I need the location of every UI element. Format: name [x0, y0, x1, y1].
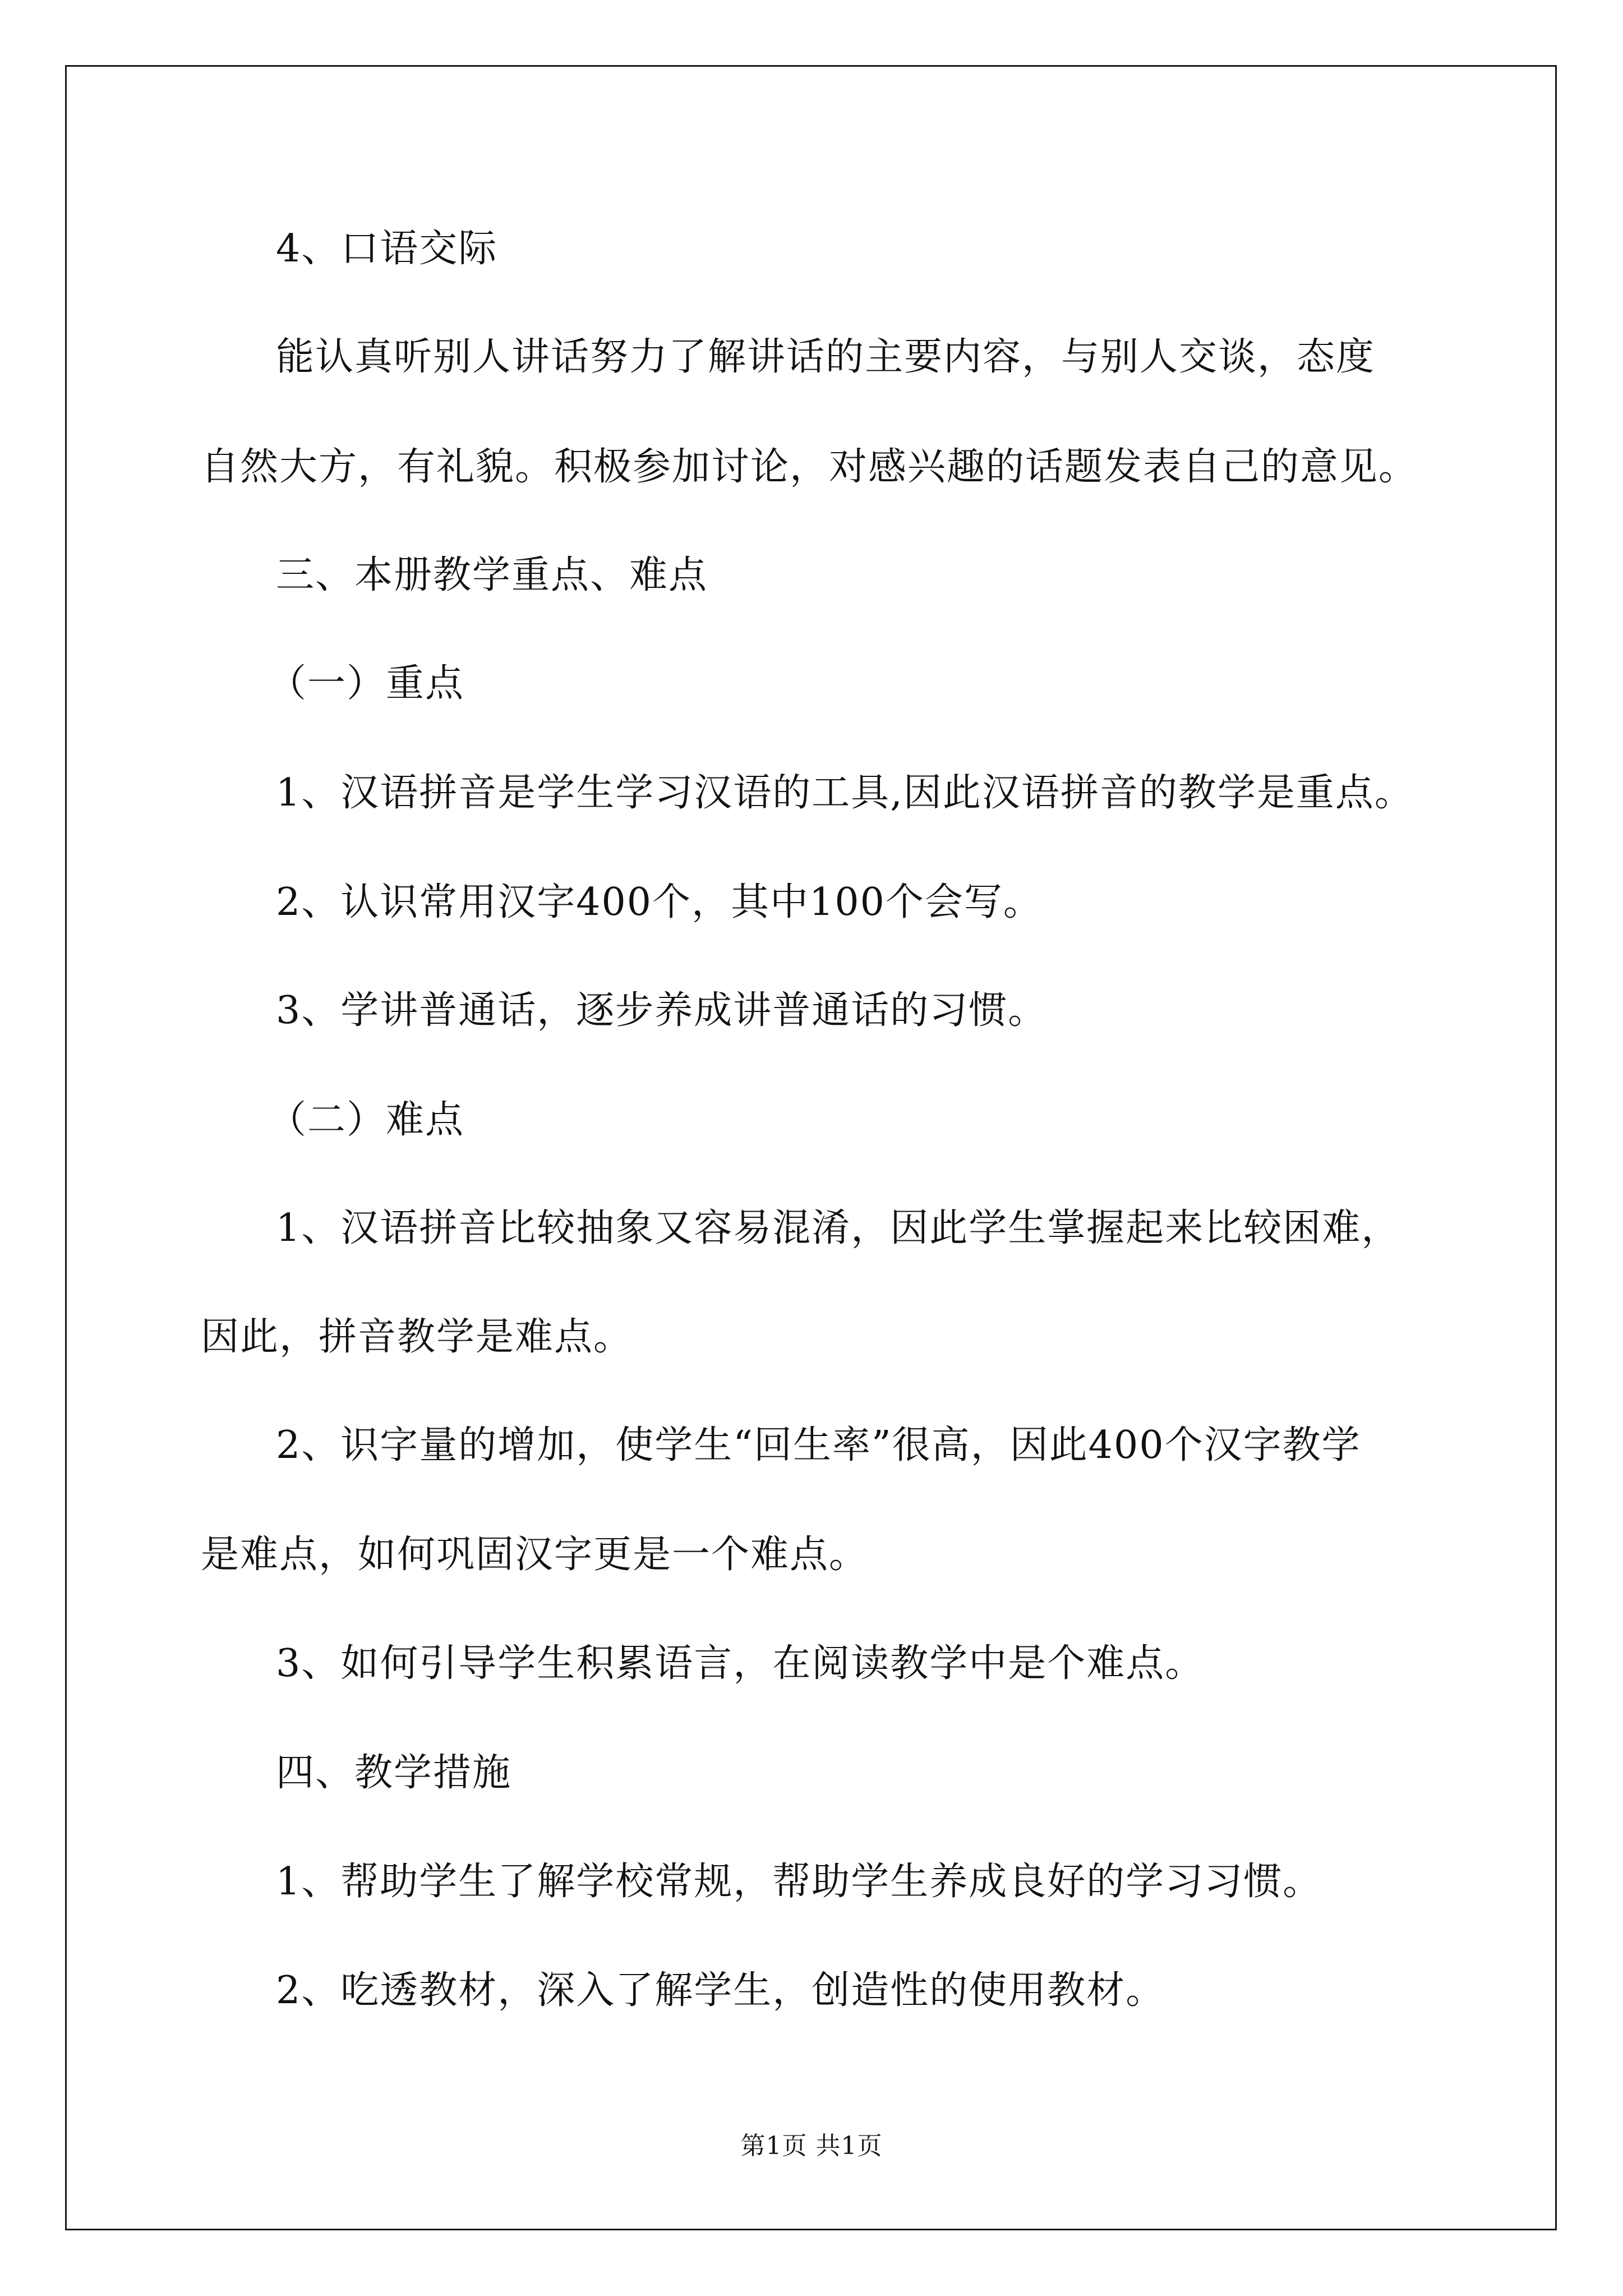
paragraph-line: 1、帮助学生了解学校常规，帮助学生养成良好的学习习惯。 — [276, 1860, 1322, 1904]
page-number-footer: 第1页 共1页 — [740, 2132, 883, 2160]
paragraph-line: 因此，拼音教学是难点。 — [201, 1315, 633, 1359]
paragraph-line: 1、汉语拼音比较抽象又容易混淆，因此学生掌握起来比较困难， — [276, 1206, 1401, 1250]
paragraph-line: 3、如何引导学生积累语言，在阅读教学中是个难点。 — [276, 1641, 1205, 1686]
section-heading-teaching-measures: 四、教学措施 — [276, 1751, 512, 1795]
subheading-key-points: （一）重点 — [268, 661, 465, 706]
subheading-difficult-points: （二）难点 — [268, 1098, 465, 1142]
paragraph-line: 2、认识常用汉字400个，其中100个会写。 — [276, 880, 1043, 924]
heading-oral-communication: 4、口语交际 — [276, 227, 498, 271]
paragraph-line: 3、学讲普通话，逐步养成讲普通话的习惯。 — [276, 988, 1048, 1033]
paragraph-line: 2、识字量的增加，使学生“回生率”很高，因此400个汉字教学 — [276, 1423, 1361, 1467]
paragraph-line: 1、汉语拼音是学生学习汉语的工具,因此汉语拼音的教学是重点。 — [276, 771, 1414, 815]
paragraph-line: 2、吃透教材，深入了解学生，创造性的使用教材。 — [276, 1968, 1165, 2013]
paragraph-line: 自然大方，有礼貌。积极参加讨论，对感兴趣的话题发表自己的意见。 — [201, 445, 1418, 489]
paragraph-line: 是难点，如何巩固汉字更是一个难点。 — [201, 1533, 869, 1577]
section-heading-key-difficult-points: 三、本册教学重点、难点 — [276, 553, 708, 597]
page-border — [65, 65, 1557, 2230]
paragraph-line: 能认真听别人讲话努力了解讲话的主要内容，与别人交谈，态度 — [276, 335, 1376, 379]
